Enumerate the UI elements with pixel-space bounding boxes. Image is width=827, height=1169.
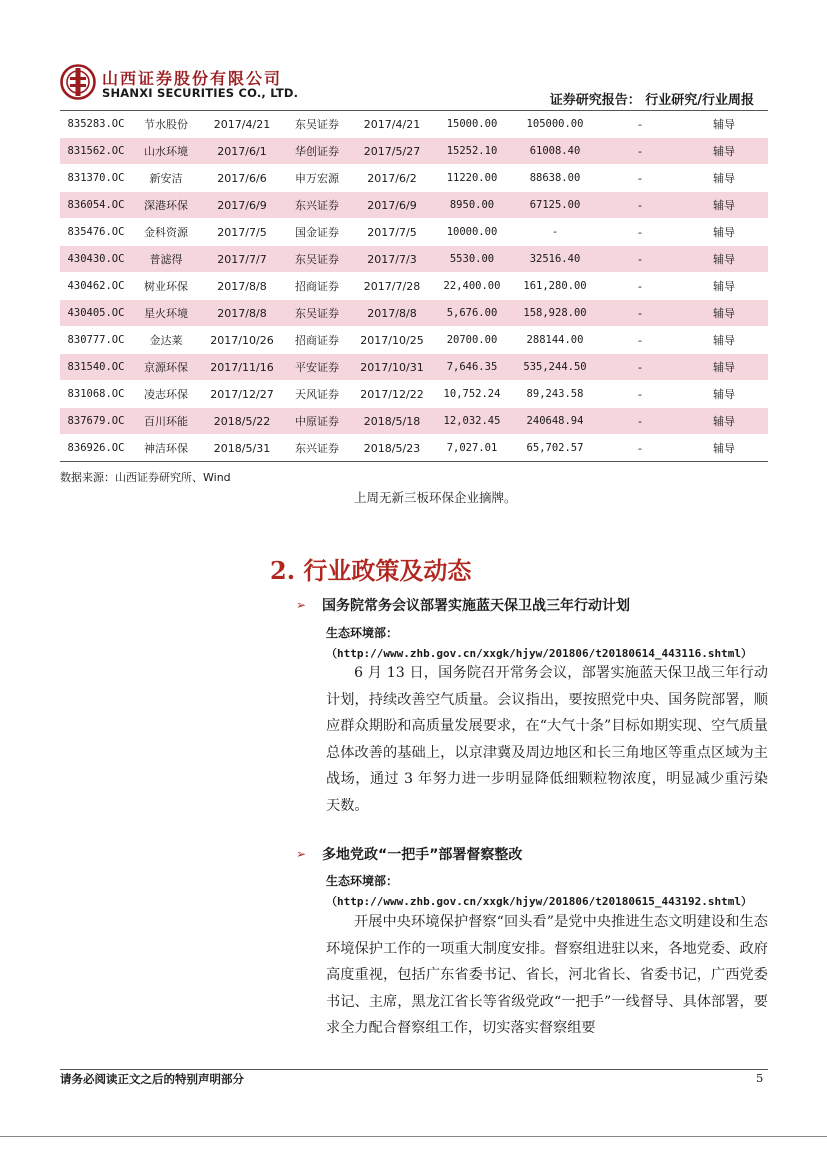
table-row xyxy=(60,246,768,273)
table-row xyxy=(60,165,768,192)
value-cell: - xyxy=(600,381,680,408)
company-name-cell: 深港环保 xyxy=(132,192,200,219)
company-name-cell: 节水股份 xyxy=(132,111,200,138)
news-item-title: 多地党政“一把手”部署督察整改 xyxy=(322,847,523,863)
table-row xyxy=(60,435,768,462)
page-header xyxy=(60,62,768,110)
listing-date-cell: 2017/7/5 xyxy=(200,219,284,246)
table-row xyxy=(60,111,768,138)
value-cell: 8950.00 xyxy=(434,192,510,219)
table-row xyxy=(60,192,768,219)
stock-code-cell: 430430.OC xyxy=(60,246,132,273)
page-number: 5 xyxy=(756,1071,764,1085)
company-name-cell: 百川环能 xyxy=(132,408,200,435)
news-body: 6 月 13 日，国务院召开常务会议，部署实施蓝天保卫战三年行动计划，持续改善空气质量。会议指出，要按照党中央、国务院部署，顺应群众期盼和高质量发展要求，在“大气十条”目标如期实现、空气质量总体改善的基础上，以京津冀及周边地区和长三角地区等重点区域为主战场，通过 3 年努力进一步明显降低细颗粒物浓度，明显减少重污染天数。 xyxy=(326,665,768,814)
value-cell: 10,752.24 xyxy=(434,381,510,408)
filing-date-cell: 2017/7/28 xyxy=(350,273,434,300)
broker-cell: 东兴证券 xyxy=(284,435,350,462)
news-source-url[interactable]: （http://www.zhb.gov.cn/xxgk/hjyw/201806/t20180615_443192.shtml） xyxy=(326,895,752,908)
role-cell: 辅导 xyxy=(680,435,768,462)
role-cell: 辅导 xyxy=(680,165,768,192)
role-cell: 辅导 xyxy=(680,219,768,246)
role-cell: 辅导 xyxy=(680,408,768,435)
value-cell: 7,027.01 xyxy=(434,435,510,462)
broker-cell: 东吴证券 xyxy=(284,111,350,138)
company-name-cell: 金达莱 xyxy=(132,327,200,354)
company-name-cn: 山西证券股份有限公司 xyxy=(102,69,283,88)
value-cell: 88638.00 xyxy=(510,165,600,192)
role-cell: 辅导 xyxy=(680,192,768,219)
value-cell: - xyxy=(600,408,680,435)
broker-cell: 华创证券 xyxy=(284,138,350,165)
value-cell: 11220.00 xyxy=(434,165,510,192)
value-cell: 105000.00 xyxy=(510,111,600,138)
table-row xyxy=(60,408,768,435)
value-cell: - xyxy=(600,111,680,138)
role-cell: 辅导 xyxy=(680,300,768,327)
company-name-cell: 金科资源 xyxy=(132,219,200,246)
filing-date-cell: 2017/10/25 xyxy=(350,327,434,354)
company-name-cell: 京源环保 xyxy=(132,354,200,381)
news-source-url[interactable]: （http://www.zhb.gov.cn/xxgk/hjyw/201806/t20180614_443116.shtml） xyxy=(326,647,752,660)
table-row xyxy=(60,219,768,246)
role-cell: 辅导 xyxy=(680,381,768,408)
stock-code-cell: 836054.OC xyxy=(60,192,132,219)
section-title: 2. 行业政策及动态 xyxy=(270,556,472,585)
role-cell: 辅导 xyxy=(680,354,768,381)
listing-date-cell: 2017/8/8 xyxy=(200,273,284,300)
company-name-cell: 山水环境 xyxy=(132,138,200,165)
value-cell: 161,280.00 xyxy=(510,273,600,300)
table-row xyxy=(60,273,768,300)
table-row xyxy=(60,300,768,327)
role-cell: 辅导 xyxy=(680,273,768,300)
filing-date-cell: 2017/4/21 xyxy=(350,111,434,138)
value-cell: - xyxy=(600,327,680,354)
company-name-cell: 树业环保 xyxy=(132,273,200,300)
listing-date-cell: 2017/7/7 xyxy=(200,246,284,273)
role-cell: 辅导 xyxy=(680,246,768,273)
value-cell: - xyxy=(600,192,680,219)
value-cell: 288144.00 xyxy=(510,327,600,354)
broker-cell: 东兴证券 xyxy=(284,192,350,219)
listing-date-cell: 2018/5/31 xyxy=(200,435,284,462)
value-cell: 240648.94 xyxy=(510,408,600,435)
broker-cell: 招商证券 xyxy=(284,327,350,354)
table-row xyxy=(60,327,768,354)
broker-cell: 国金证券 xyxy=(284,219,350,246)
shanxi-securities-logo-icon xyxy=(60,64,96,100)
company-name-cell: 普滤得 xyxy=(132,246,200,273)
value-cell: 158,928.00 xyxy=(510,300,600,327)
news-body: 开展中央环境保护督察“回头看”是党中央推进生态文明建设和生态环境保护工作的一项重大制度安排。督察组进驻以来，各地党委、政府高度重视，包括广东省委书记、省长，河北省长、省委书记，广西党委书记、主席，黑龙江省长等省级党政“一把手”一线督导、具体部署，要求全力配合督察组工作，切实落实督察组要 xyxy=(326,914,768,1036)
footer-divider xyxy=(60,1069,768,1070)
listing-date-cell: 2017/6/9 xyxy=(200,192,284,219)
data-source-note: 数据来源：山西证券研究所、Wind xyxy=(60,471,231,484)
company-name-en: SHANXI SECURITIES CO., LTD. xyxy=(102,86,299,100)
broker-cell: 中原证券 xyxy=(284,408,350,435)
stock-code-cell: 830777.OC xyxy=(60,327,132,354)
filing-date-cell: 2017/8/8 xyxy=(350,300,434,327)
value-cell: 5,676.00 xyxy=(434,300,510,327)
stock-code-cell: 837679.OC xyxy=(60,408,132,435)
stock-code-cell: 430462.OC xyxy=(60,273,132,300)
filing-date-cell: 2017/5/27 xyxy=(350,138,434,165)
filing-date-cell: 2018/5/23 xyxy=(350,435,434,462)
value-cell: 7,646.35 xyxy=(434,354,510,381)
report-type-label: 证券研究报告： 行业研究/行业周报 xyxy=(549,93,754,108)
company-name-cell: 凌志环保 xyxy=(132,381,200,408)
listing-date-cell: 2017/12/27 xyxy=(200,381,284,408)
table-row xyxy=(60,381,768,408)
value-cell: - xyxy=(600,273,680,300)
value-cell: - xyxy=(600,246,680,273)
value-cell: - xyxy=(600,219,680,246)
value-cell: 20700.00 xyxy=(434,327,510,354)
value-cell: 67125.00 xyxy=(510,192,600,219)
listing-date-cell: 2017/8/8 xyxy=(200,300,284,327)
arrow-bullet-icon: ➢ xyxy=(296,598,307,612)
role-cell: 辅导 xyxy=(680,111,768,138)
value-cell: 15252.10 xyxy=(434,138,510,165)
role-cell: 辅导 xyxy=(680,327,768,354)
company-name-cell: 神洁环保 xyxy=(132,435,200,462)
value-cell: 535,244.50 xyxy=(510,354,600,381)
page-edge xyxy=(0,1136,827,1137)
stock-code-cell: 831540.OC xyxy=(60,354,132,381)
company-name-cell: 新安洁 xyxy=(132,165,200,192)
value-cell: 10000.00 xyxy=(434,219,510,246)
delisting-note: 上周无新三板环保企业摘牌。 xyxy=(354,490,517,505)
listing-date-cell: 2017/11/16 xyxy=(200,354,284,381)
value-cell: - xyxy=(510,219,600,246)
news-source-label: 生态环境部： xyxy=(326,626,399,640)
filing-date-cell: 2017/7/5 xyxy=(350,219,434,246)
filing-date-cell: 2017/6/9 xyxy=(350,192,434,219)
value-cell: 61008.40 xyxy=(510,138,600,165)
value-cell: - xyxy=(600,138,680,165)
stock-code-cell: 831068.OC xyxy=(60,381,132,408)
value-cell: - xyxy=(600,354,680,381)
filing-date-cell: 2017/10/31 xyxy=(350,354,434,381)
filing-date-cell: 2017/6/2 xyxy=(350,165,434,192)
neeq-listing-table xyxy=(60,111,768,462)
stock-code-cell: 836926.OC xyxy=(60,435,132,462)
role-cell: 辅导 xyxy=(680,138,768,165)
listing-date-cell: 2018/5/22 xyxy=(200,408,284,435)
value-cell: 32516.40 xyxy=(510,246,600,273)
table-row xyxy=(60,354,768,381)
broker-cell: 申万宏源 xyxy=(284,165,350,192)
value-cell: - xyxy=(600,165,680,192)
arrow-bullet-icon: ➢ xyxy=(296,847,307,861)
listing-date-cell: 2017/6/1 xyxy=(200,138,284,165)
footer-disclaimer: 请务必阅读正文之后的特别声明部分 xyxy=(60,1072,244,1086)
table-row xyxy=(60,138,768,165)
filing-date-cell: 2017/7/3 xyxy=(350,246,434,273)
company-name-cell: 星火环境 xyxy=(132,300,200,327)
value-cell: 65,702.57 xyxy=(510,435,600,462)
value-cell: 5530.00 xyxy=(434,246,510,273)
listing-date-cell: 2017/6/6 xyxy=(200,165,284,192)
value-cell: - xyxy=(600,300,680,327)
stock-code-cell: 831562.OC xyxy=(60,138,132,165)
value-cell: 89,243.58 xyxy=(510,381,600,408)
broker-cell: 天风证券 xyxy=(284,381,350,408)
listing-date-cell: 2017/10/26 xyxy=(200,327,284,354)
listing-date-cell: 2017/4/21 xyxy=(200,111,284,138)
filing-date-cell: 2017/12/22 xyxy=(350,381,434,408)
stock-code-cell: 835283.OC xyxy=(60,111,132,138)
filing-date-cell: 2018/5/18 xyxy=(350,408,434,435)
stock-code-cell: 430405.OC xyxy=(60,300,132,327)
stock-code-cell: 835476.OC xyxy=(60,219,132,246)
value-cell: 15000.00 xyxy=(434,111,510,138)
broker-cell: 招商证券 xyxy=(284,273,350,300)
news-item-title: 国务院常务会议部署实施蓝天保卫战三年行动计划 xyxy=(322,598,630,614)
value-cell: 12,032.45 xyxy=(434,408,510,435)
broker-cell: 东吴证券 xyxy=(284,246,350,273)
news-source-label: 生态环境部： xyxy=(326,874,399,888)
broker-cell: 平安证券 xyxy=(284,354,350,381)
value-cell: 22,400.00 xyxy=(434,273,510,300)
value-cell: - xyxy=(600,435,680,462)
broker-cell: 东吴证券 xyxy=(284,300,350,327)
stock-code-cell: 831370.OC xyxy=(60,165,132,192)
